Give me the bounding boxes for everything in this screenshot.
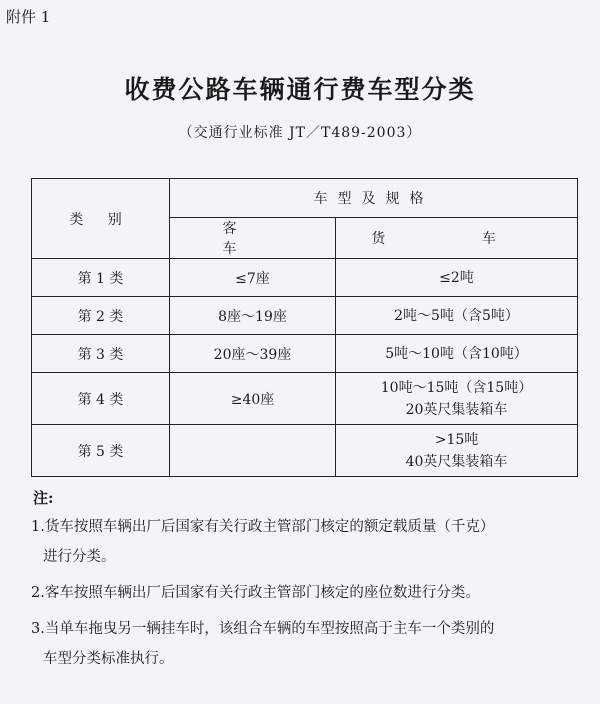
table-row <box>32 425 578 477</box>
header-passenger: 客 车 <box>170 218 336 259</box>
row-freight: >15吨 40英尺集装箱车 <box>336 425 578 477</box>
vehicle-classification-table <box>31 178 578 477</box>
row-passenger: 20座～39座 <box>170 335 336 373</box>
row-passenger: ≥40座 <box>170 373 336 425</box>
table-row <box>32 297 578 335</box>
row-category: 第 4 类 <box>32 373 170 425</box>
note-item: 2.客车按照车辆出厂后国家有关行政主管部门核定的座位数进行分类。 <box>31 585 480 601</box>
row-passenger: 8座～19座 <box>170 297 336 335</box>
attachment-label: 附件 1 <box>6 8 51 26</box>
row-category: 第 1 类 <box>32 259 170 297</box>
row-category: 第 2 类 <box>32 297 170 335</box>
row-freight: ≤2吨 <box>336 259 578 297</box>
table-row <box>32 259 578 297</box>
row-freight: 10吨～15吨（含15吨） 20英尺集装箱车 <box>336 373 578 425</box>
row-freight: 2吨～5吨（含5吨） <box>336 297 578 335</box>
row-passenger <box>170 425 336 477</box>
notes-heading: 注: <box>33 489 54 507</box>
table-row <box>32 373 578 425</box>
row-category: 第 3 类 <box>32 335 170 373</box>
note-item: 1.货车按照车辆出厂后国家有关行政主管部门核定的额定载质量（千克） 进行分类。 <box>31 519 495 565</box>
table-row <box>32 335 578 373</box>
row-passenger: ≤7座 <box>170 259 336 297</box>
header-freight: 货 车 <box>336 218 578 259</box>
row-freight: 5吨～10吨（含10吨） <box>336 335 578 373</box>
header-category: 类 别 <box>32 179 170 259</box>
note-item: 3.当单车拖曳另一辆挂车时，该组合车辆的车型按照高于主车一个类别的 车型分类标准执行。 <box>31 621 495 667</box>
document-title: 收费公路车辆通行费车型分类 <box>124 75 476 104</box>
header-spec: 车型及规格 <box>170 179 578 218</box>
row-category: 第 5 类 <box>32 425 170 477</box>
document-subtitle: （交通行业标准 JT／T489-2003） <box>178 125 422 141</box>
